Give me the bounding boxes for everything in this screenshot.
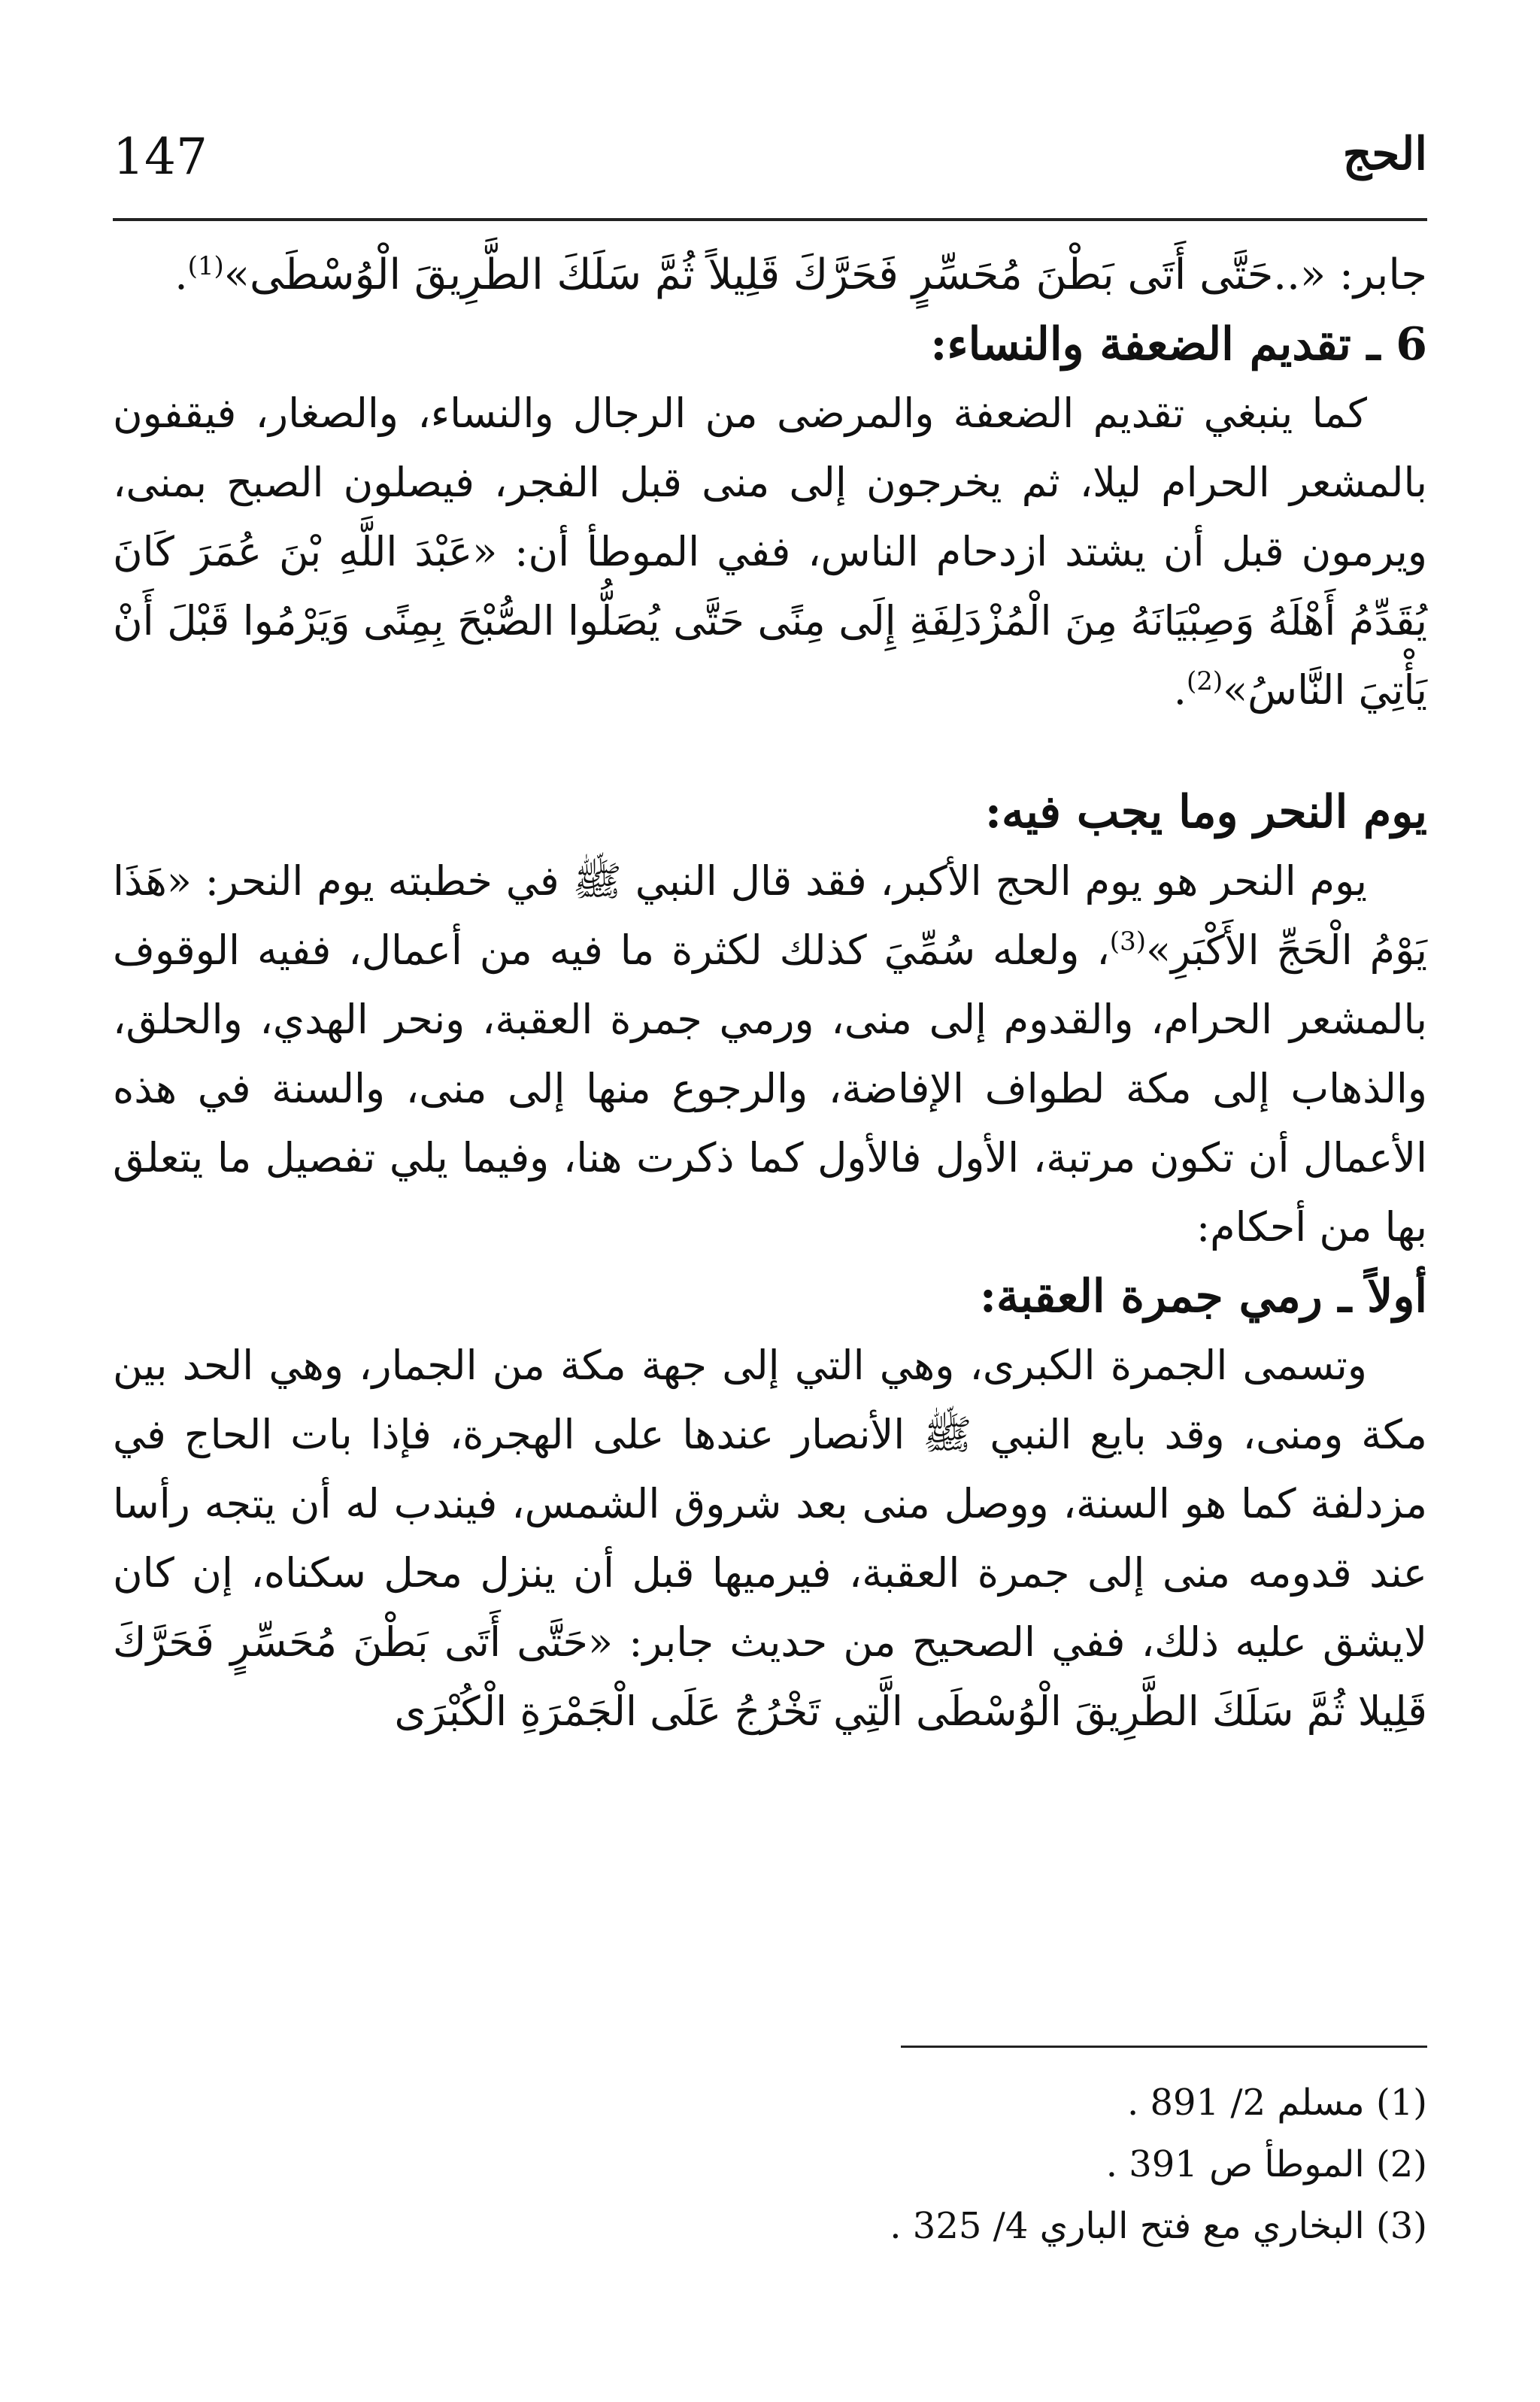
- paragraph-nahr-text-a: يوم النحر هو يوم الحج الأكبر، فقد قال النبي ﷺ في خطبته يوم النحر: «هَذَا يَوْمُ الْحَجِّ الأَكْبَرِ»: [113, 857, 1428, 974]
- heading-nahr: يوم النحر وما يجب فيه:: [984, 786, 1427, 839]
- jabir-end: .: [174, 251, 188, 299]
- footnote-1: (1) مسلم 2/ 891 .: [1126, 2082, 1427, 2124]
- heading-awwalan: أولاً ـ رمي جمرة العقبة:: [979, 1270, 1427, 1323]
- footnote-3: (3) البخاري مع فتح الباري 4/ 325 .: [890, 2205, 1427, 2247]
- paragraph-nahr-text-b: ، ولعله سُمِّيَ كذلك لكثرة ما فيه من أعمال، ففيه الوقوف بالمشعر الحرام، والقدوم إلى منى، ورمي جمرة العقبة، ونحر الهدي، والحلق، والذهاب إلى مكة لطواف الإفاضة، والرجوع منها إلى منى، والسنة في هذه الأعمال أن تكون مرتبة، الأول فالأول كما ذكرت هنا، وفيما يلي تفصيل ما يتعلق بها من أحكام:: [113, 927, 1428, 1251]
- footnote-ref-3: (3): [1109, 927, 1146, 957]
- footnote-rule: [901, 2046, 1427, 2048]
- jabir-quote: جابر: «..حَتَّى أَتَى بَطْنَ مُحَسِّرٍ فَحَرَّكَ قَلِيلاً ثُمَّ سَلَكَ الطَّرِيقَ الْوُسْطَى»: [223, 250, 1427, 299]
- paragraph-awwalan: وتسمى الجمرة الكبرى، وهي التي إلى جهة مكة من الجمار، وهي الحد بين مكة ومنى، وقد بايع النبي ﷺ الأنصار عندها على الهجرة، فإذا بات الحاج في مزدلفة كما هو السنة، ووصل منى بعد شروق الشمس، فيندب له أن يتجه رأسا عند قدومه منى إلى جمرة العقبة، فيرميها قبل أن ينزل محل سكناه، إن كان لايشق عليه ذلك، ففي الصحيح من حديث جابر: «حَتَّى أَتَى بَطْنَ مُحَسِّرٍ فَحَرَّكَ قَلِيلا ثُمَّ سَلَكَ الطَّرِيقَ الْوُسْطَى الَّتِي تَخْرُجُ عَلَى الْجَمْرَةِ الْكُبْرَى: [113, 1342, 1427, 1735]
- footnote-2: (2) الموطأ ص 391 .: [1105, 2143, 1427, 2185]
- paragraph-taqdim-end: .: [1173, 666, 1187, 714]
- page-header: [113, 113, 1427, 226]
- header-rule: [113, 218, 1427, 221]
- paragraph-taqdim: [113, 379, 1427, 725]
- running-title: الحج: [1342, 128, 1427, 180]
- footnote-ref-2: (2): [1186, 666, 1223, 696]
- jabir-line: [113, 241, 1427, 310]
- paragraph-nahr: [113, 847, 1427, 1262]
- footnote-ref-1: (1): [187, 251, 224, 281]
- heading-taqdim: 6 ـ تقديم الضعفة والنساء:: [930, 318, 1427, 371]
- spacer: [113, 725, 1427, 778]
- page-number: 147: [113, 128, 208, 186]
- main-text: [113, 241, 1427, 1746]
- footnotes: [113, 2072, 1427, 2257]
- paragraph-taqdim-text: كما ينبغي تقديم الضعفة والمرضى من الرجال والنساء، والصغار، فيقفون بالمشعر الحرام ليلا، ثم يخرجون إلى منى قبل الفجر، فيصلون الصبح بمنى، ويرمون قبل أن يشتد ازدحام الناس، ففي الموطأ أن: «عَبْدَ اللَّهِ بْنَ عُمَرَ كَانَ يُقَدِّمُ أَهْلَهُ وَصِبْيَانَهُ مِنَ الْمُزْدَلِفَةِ إِلَى مِنًى حَتَّى يُصَلُّوا الصُّبْحَ بِمِنًى وَيَرْمُوا قَبْلَ أَنْ يَأْتِيَ النَّاسُ»: [113, 390, 1427, 714]
